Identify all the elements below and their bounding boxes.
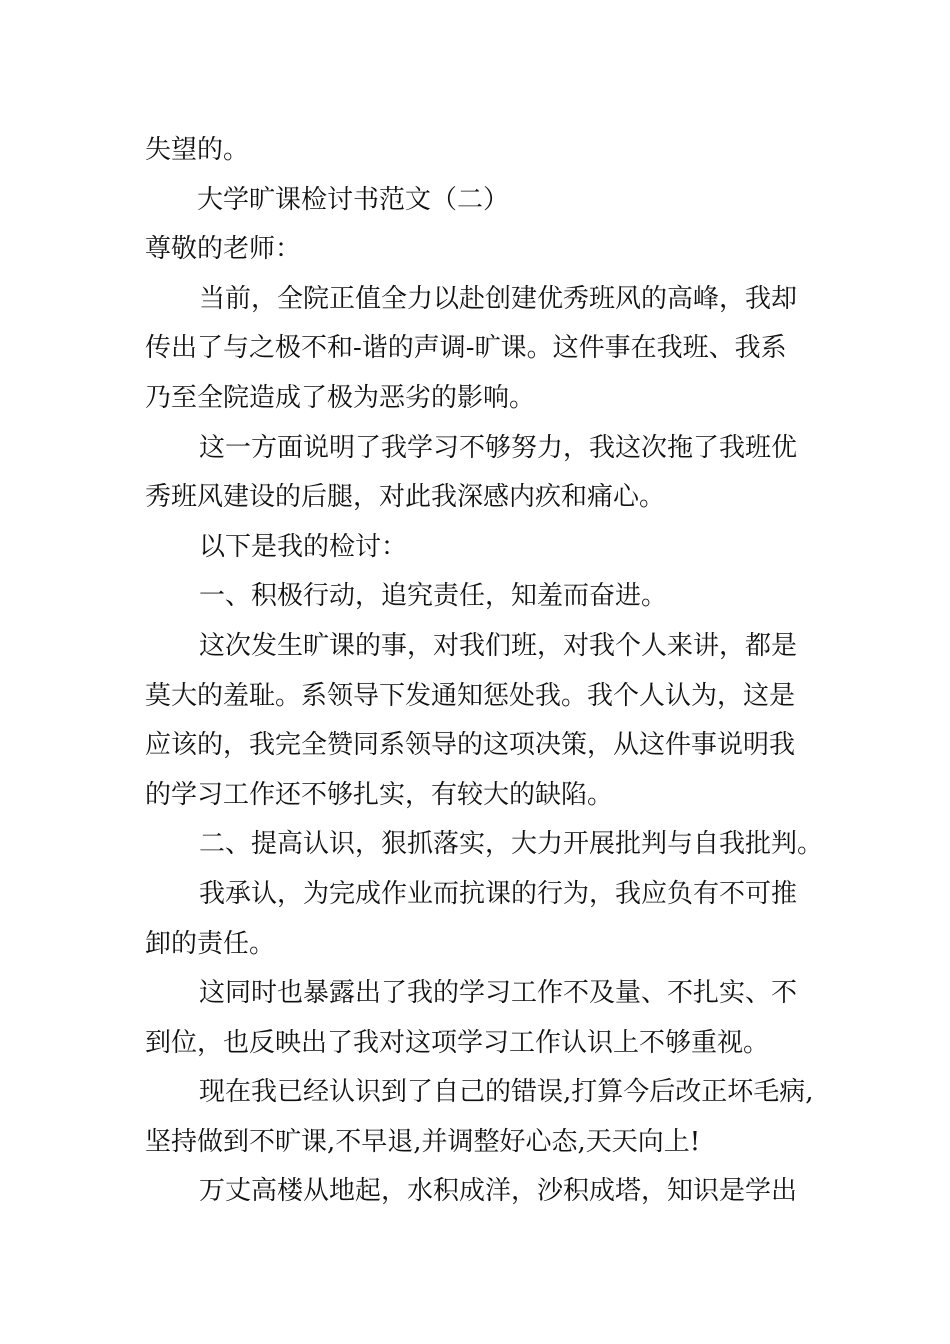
text-line: 现在我已经认识到了自己的错误,打算今后改正坏毛病, <box>199 1077 814 1108</box>
text-line: 的学习工作还不够扎实，有较大的缺陷。 <box>145 779 614 810</box>
text-line: 乃至全院造成了极为恶劣的影响。 <box>145 382 536 413</box>
text-line: 到位，也反映出了我对这项学习工作认识上不够重视。 <box>145 1027 770 1058</box>
text-line: 失望的。 <box>145 135 250 165</box>
section-heading: 一、积极行动，追究责任，知羞而奋进。 <box>199 581 668 612</box>
text-line: 这一方面说明了我学习不够努力，我这次拖了我班优 <box>199 432 798 463</box>
text-line: 以下是我的检讨： <box>199 531 408 562</box>
text-line: 我承认，为完成作业而抗课的行为，我应负有不可推 <box>199 878 798 909</box>
section-title: 大学旷课检讨书范文（二） <box>197 184 510 215</box>
text-line: 万丈高楼从地起，水积成洋，沙积成塔，知识是学出 <box>199 1176 798 1207</box>
text-line: 坚持做到不旷课,不早退,并调整好心态,天天向上! <box>145 1126 701 1157</box>
text-line: 秀班风建设的后腿，对此我深感内疚和痛心。 <box>145 482 666 513</box>
text-line: 卸的责任。 <box>145 928 276 959</box>
salutation: 尊敬的老师： <box>145 234 302 265</box>
document-body <box>145 126 824 1217</box>
text-line: 莫大的羞耻。系领导下发通知惩处我。我个人认为，这是 <box>145 680 796 711</box>
text-line: 这次发生旷课的事，对我们班，对我个人来讲，都是 <box>199 630 798 661</box>
text-line: 应该的，我完全赞同系领导的这项决策，从这件事说明我 <box>145 730 796 761</box>
text-line: 这同时也暴露出了我的学习工作不及量、不扎实、不 <box>199 978 798 1009</box>
text-line: 当前，全院正值全力以赴创建优秀班风的高峰，我却 <box>199 283 798 314</box>
text-line: 传出了与之极不和-谐的声调-旷课。这件事在我班、我系 <box>145 333 787 364</box>
section-heading: 二、提高认识，狠抓落实，大力开展批判与自我批判。 <box>199 829 824 860</box>
